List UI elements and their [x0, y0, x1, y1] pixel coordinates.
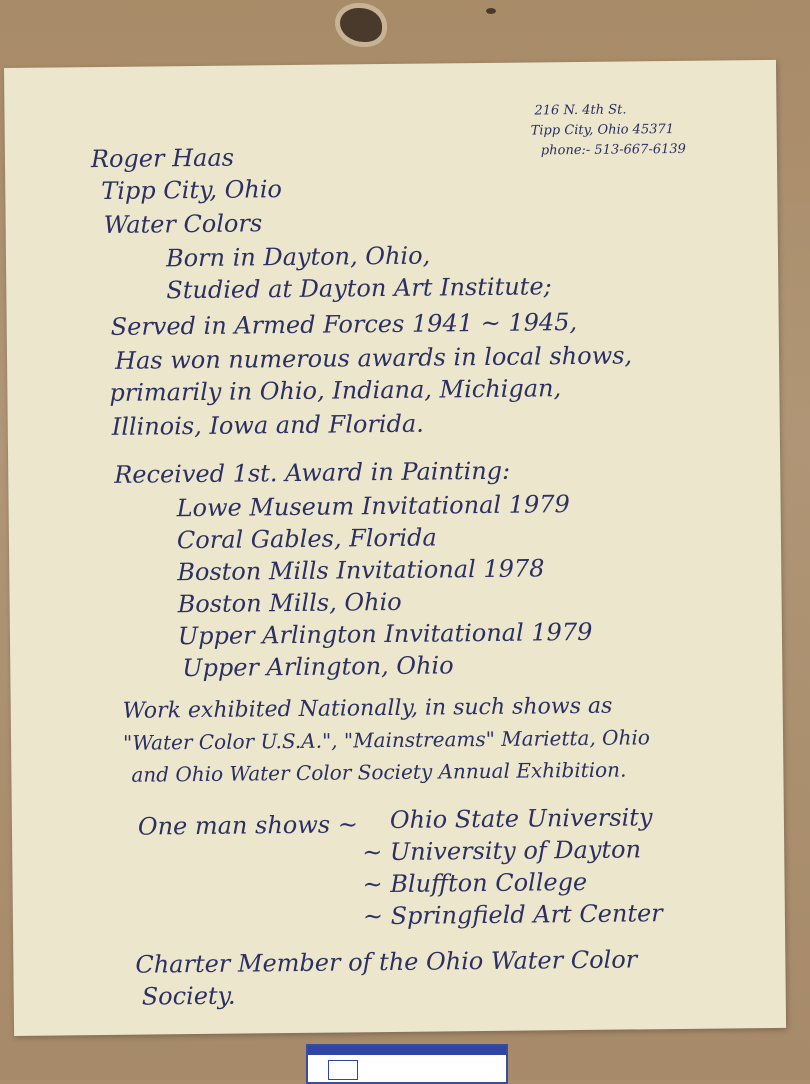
gallery-label-box [328, 1060, 358, 1080]
exhibited-line-3: and Ohio Water Color Society Annual Exhibition. [131, 757, 627, 787]
charter-line-2: Society. [141, 981, 236, 1011]
address-city: Tipp City, Ohio 45371 [530, 121, 675, 139]
bio-born: Born in Dayton, Ohio, [165, 241, 431, 273]
artist-medium: Water Colors [103, 209, 263, 239]
award-item: Upper Arlington, Ohio [182, 651, 454, 683]
biography-sheet [4, 60, 786, 1036]
bio-studied: Studied at Dayton Art Institute; [166, 272, 552, 305]
painting-awards-heading: Received 1st. Award in Painting: [114, 456, 511, 489]
award-item: Boston Mills, Ohio [177, 587, 402, 619]
bio-awards-line-2: primarily in Ohio, Indiana, Michigan, [109, 374, 562, 407]
gallery-label-sticker [306, 1044, 508, 1084]
award-item: Coral Gables, Florida [176, 523, 437, 555]
artist-name: Roger Haas [90, 143, 235, 174]
board-small-hole [486, 8, 496, 14]
exhibited-line-1: Work exhibited Nationally, in such shows as [122, 693, 613, 724]
award-item: Lowe Museum Invitational 1979 [176, 490, 570, 523]
address-street: 216 N. 4th St. [534, 102, 627, 119]
bio-awards-line-1: Has won numerous awards in local shows, [114, 341, 633, 375]
charter-line-1: Charter Member of the Ohio Water Color [135, 945, 638, 979]
bio-awards-line-3: Illinois, Iowa and Florida. [111, 409, 424, 441]
award-item: Boston Mills Invitational 1978 [177, 554, 545, 587]
venue-item: Ohio State University [389, 803, 653, 834]
venue-item: ~ Springfield Art Center [362, 899, 663, 931]
venue-item: ~ University of Dayton [362, 835, 642, 867]
artist-town: Tipp City, Ohio [101, 175, 283, 205]
venue-item: ~ Bluffton College [362, 867, 588, 899]
one-man-shows-label: One man shows ~ [137, 810, 359, 841]
address-phone: phone:- 513-667-6139 [540, 141, 686, 159]
gallery-label-band [308, 1046, 506, 1055]
bio-served: Served in Armed Forces 1941 ~ 1945, [110, 308, 578, 341]
award-item: Upper Arlington Invitational 1979 [177, 617, 593, 651]
exhibited-line-2: "Water Color U.S.A.", "Mainstreams" Marietta, Ohio [122, 725, 650, 755]
